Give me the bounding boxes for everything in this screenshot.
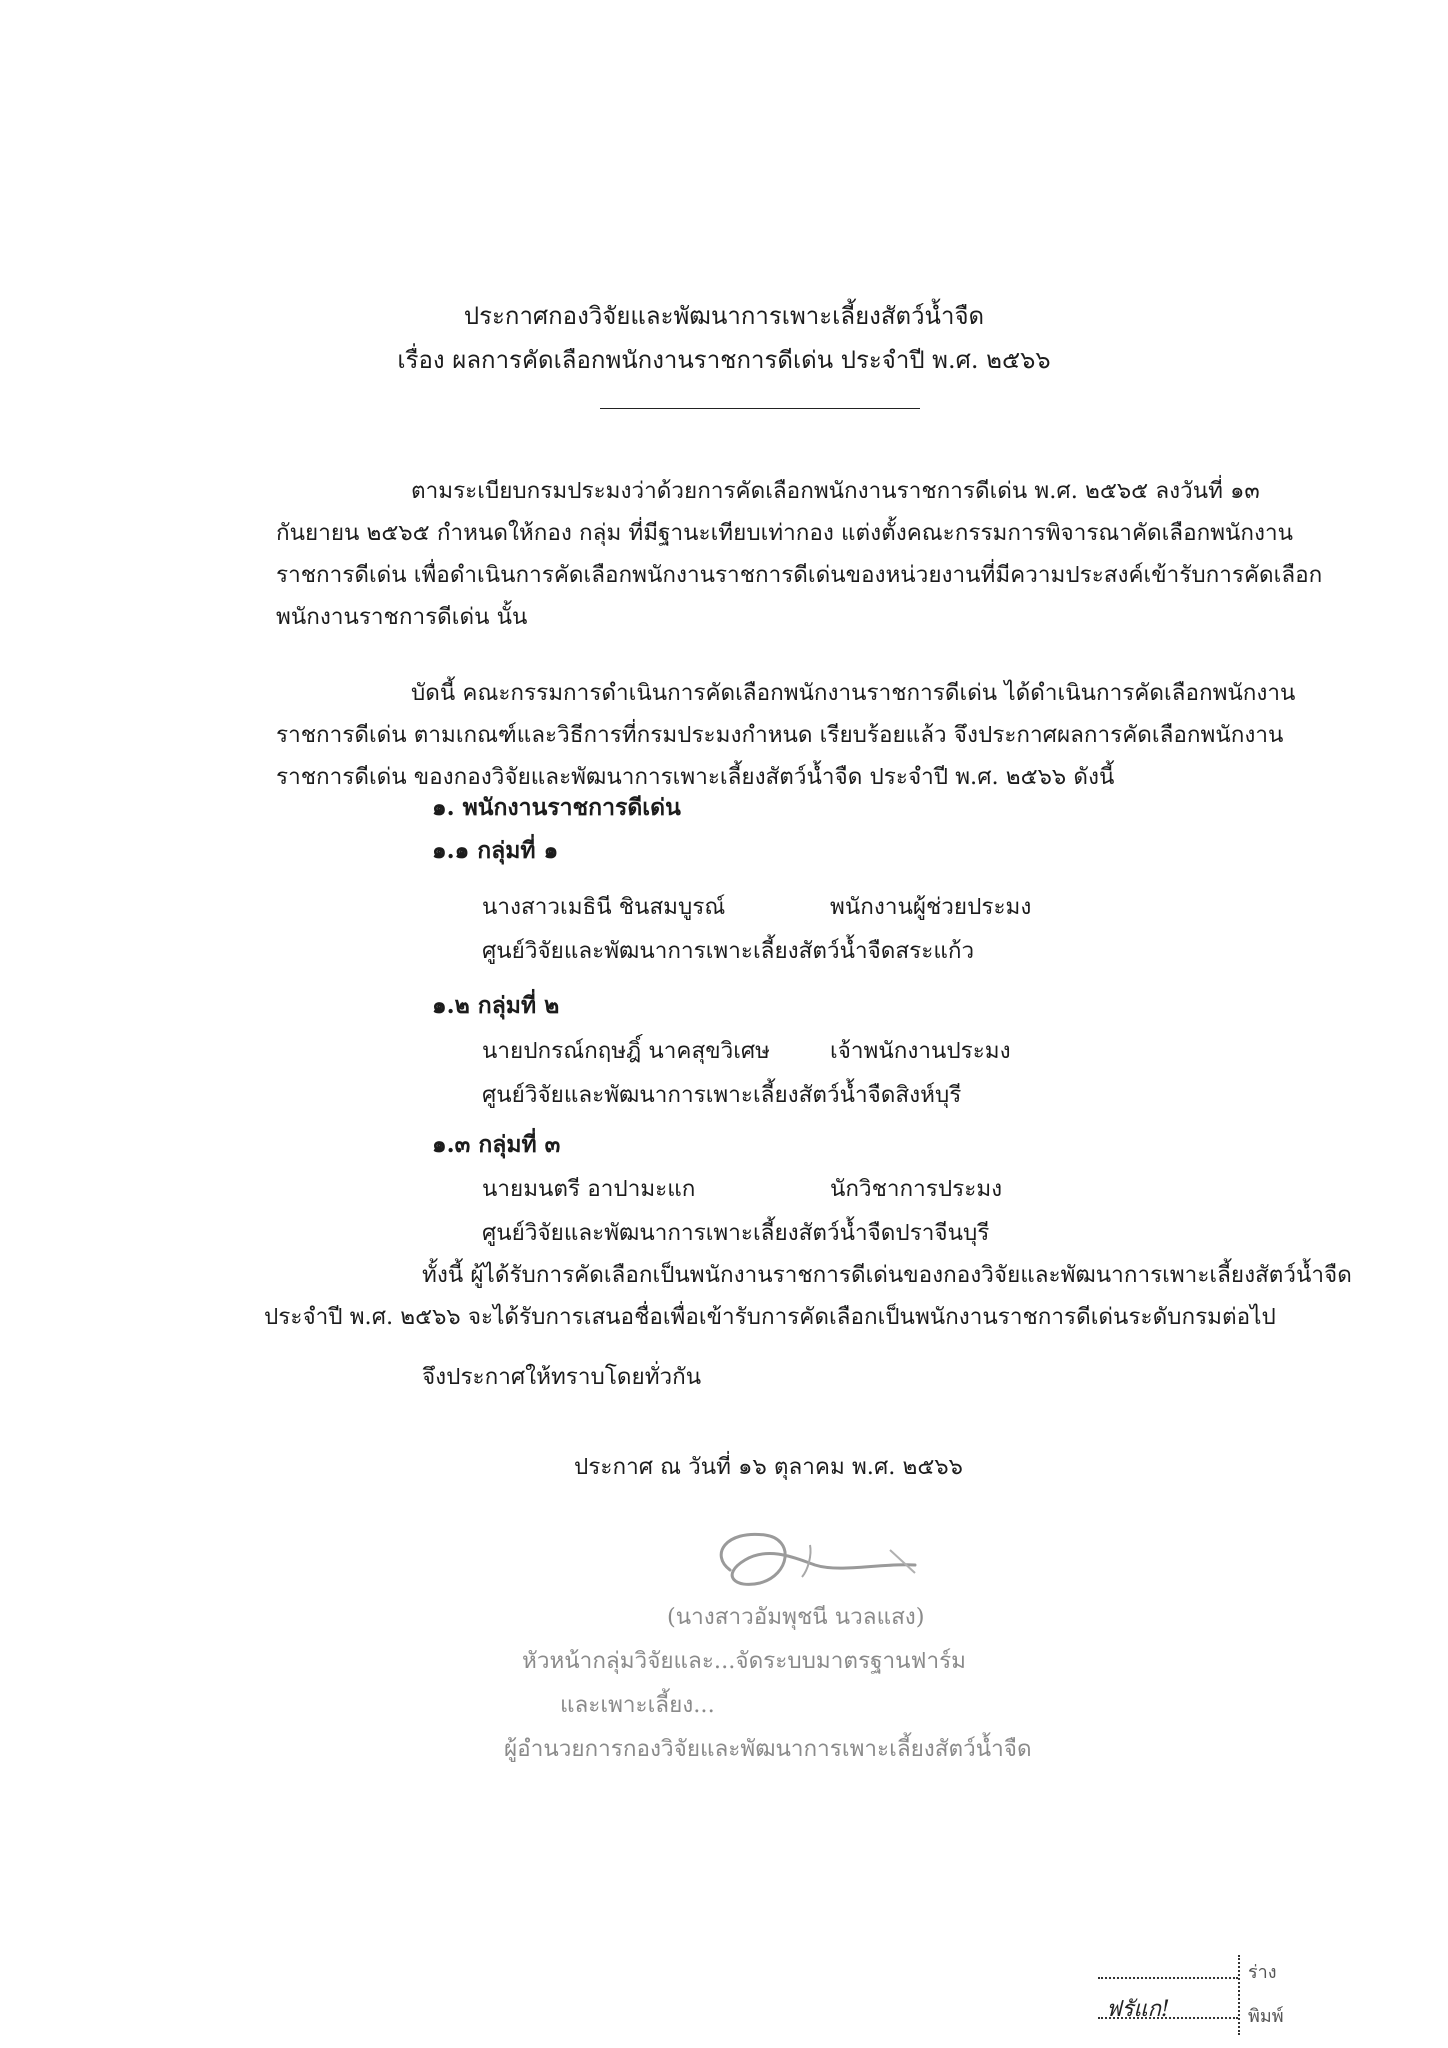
paragraph-2-line: ราชการดีเด่น ของกองวิจัยและพัฒนาการเพาะเลี้ยงสัตว์น้ำจืด ประจำปี พ.ศ. ๒๕๖๖ ดังนี้	[276, 764, 1115, 790]
paragraph-3-line: ทั้งนี้ ผู้ได้รับการคัดเลือกเป็นพนักงานราชการดีเด่นของกองวิจัยและพัฒนาการเพาะเลี้ยงสัตว์น้ำจืด	[422, 1262, 1352, 1288]
date-line: ประกาศ ณ วันที่ ๑๖ ตุลาคม พ.ศ. ๒๕๖๖	[574, 1454, 963, 1480]
closing-line: จึงประกาศให้ทราบโดยทั่วกัน	[422, 1364, 702, 1390]
draft-stamp	[1098, 1955, 1298, 2035]
signatory-title-line: และเพาะเลี้ยง...	[560, 1692, 715, 1718]
signatory-title-line: ผู้อำนวยการกองวิจัยและพัฒนาการเพาะเลี้ยงสัตว์น้ำจืด	[504, 1736, 1032, 1762]
signature	[690, 1515, 940, 1605]
group-2-position: เจ้าพนักงานประมง	[830, 1038, 1011, 1064]
stamp-initials: ฟรัแก!	[1106, 1997, 1170, 2022]
section-heading: ๑. พนักงานราชการดีเด่น	[432, 794, 681, 821]
stamp-label-bottom: พิมพ์	[1248, 2006, 1284, 2027]
paragraph-1-line: ตามระเบียบกรมประมงว่าด้วยการคัดเลือกพนักงานราชการดีเด่น พ.ศ. ๒๕๖๕ ลงวันที่ ๑๓	[411, 478, 1260, 504]
group-2-heading: ๑.๒ กลุ่มที่ ๒	[432, 992, 560, 1019]
signatory-name: (นางสาวอัมพุชนี นวลแสง)	[667, 1604, 925, 1630]
paragraph-1-line: พนักงานราชการดีเด่น นั้น	[276, 604, 528, 630]
paragraph-3	[264, 1254, 1352, 1338]
group-1-heading: ๑.๑ กลุ่มที่ ๑	[432, 837, 559, 864]
group-2-unit: ศูนย์วิจัยและพัฒนาการเพาะเลี้ยงสัตว์น้ำจืดสิงห์บุรี	[482, 1082, 962, 1108]
group-1-name: นางสาวเมธินี ชินสมบูรณ์	[482, 894, 726, 920]
title-divider	[600, 408, 920, 409]
document-subject: เรื่อง ผลการคัดเลือกพนักงานราชการดีเด่น ประจำปี พ.ศ. ๒๕๖๖	[397, 346, 1051, 374]
paragraph-1	[276, 470, 1323, 638]
group-1-unit: ศูนย์วิจัยและพัฒนาการเพาะเลี้ยงสัตว์น้ำจืดสระแก้ว	[482, 938, 975, 964]
group-3-heading: ๑.๓ กลุ่มที่ ๓	[432, 1131, 561, 1158]
document-title: ประกาศกองวิจัยและพัฒนาการเพาะเลี้ยงสัตว์น้ำจืด	[463, 302, 985, 330]
signatory-title-line: หัวหน้ากลุ่มวิจัยและ...จัดระบบมาตรฐานฟาร์ม	[522, 1648, 966, 1674]
paragraph-2-line: บัดนี้ คณะกรรมการดำเนินการคัดเลือกพนักงานราชการดีเด่น ได้ดำเนินการคัดเลือกพนักงาน	[411, 680, 1296, 706]
group-2-name: นายปกรณ์กฤษฎิ์ นาคสุขวิเศษ	[482, 1038, 771, 1064]
group-3-position: นักวิชาการประมง	[830, 1176, 1003, 1202]
group-3-name: นายมนตรี อาปามะแก	[482, 1176, 696, 1202]
stamp-label-top: ร่าง	[1248, 1962, 1277, 1983]
paragraph-2	[276, 672, 1296, 798]
group-3-unit: ศูนย์วิจัยและพัฒนาการเพาะเลี้ยงสัตว์น้ำจืดปราจีนบุรี	[482, 1220, 990, 1246]
paragraph-3-line: ประจำปี พ.ศ. ๒๕๖๖ จะได้รับการเสนอชื่อเพื่อเข้ารับการคัดเลือกเป็นพนักงานราชการดีเด่นระดับกรมต่อไป	[264, 1304, 1276, 1330]
paragraph-2-line: ราชการดีเด่น ตามเกณฑ์และวิธีการที่กรมประมงกำหนด เรียบร้อยแล้ว จึงประกาศผลการคัดเลือกพนักงาน	[276, 722, 1284, 748]
paragraph-1-line: กันยายน ๒๕๖๕ กำหนดให้กอง กลุ่ม ที่มีฐานะเทียบเท่ากอง แต่งตั้งคณะกรรมการพิจารณาคัดเลือกพนักงาน	[276, 520, 1294, 546]
group-1-position: พนักงานผู้ช่วยประมง	[830, 894, 1032, 920]
paragraph-1-line: ราชการดีเด่น เพื่อดำเนินการคัดเลือกพนักงานราชการดีเด่นของหน่วยงานที่มีความประสงค์เข้ารับการคัดเลือก	[276, 562, 1323, 588]
